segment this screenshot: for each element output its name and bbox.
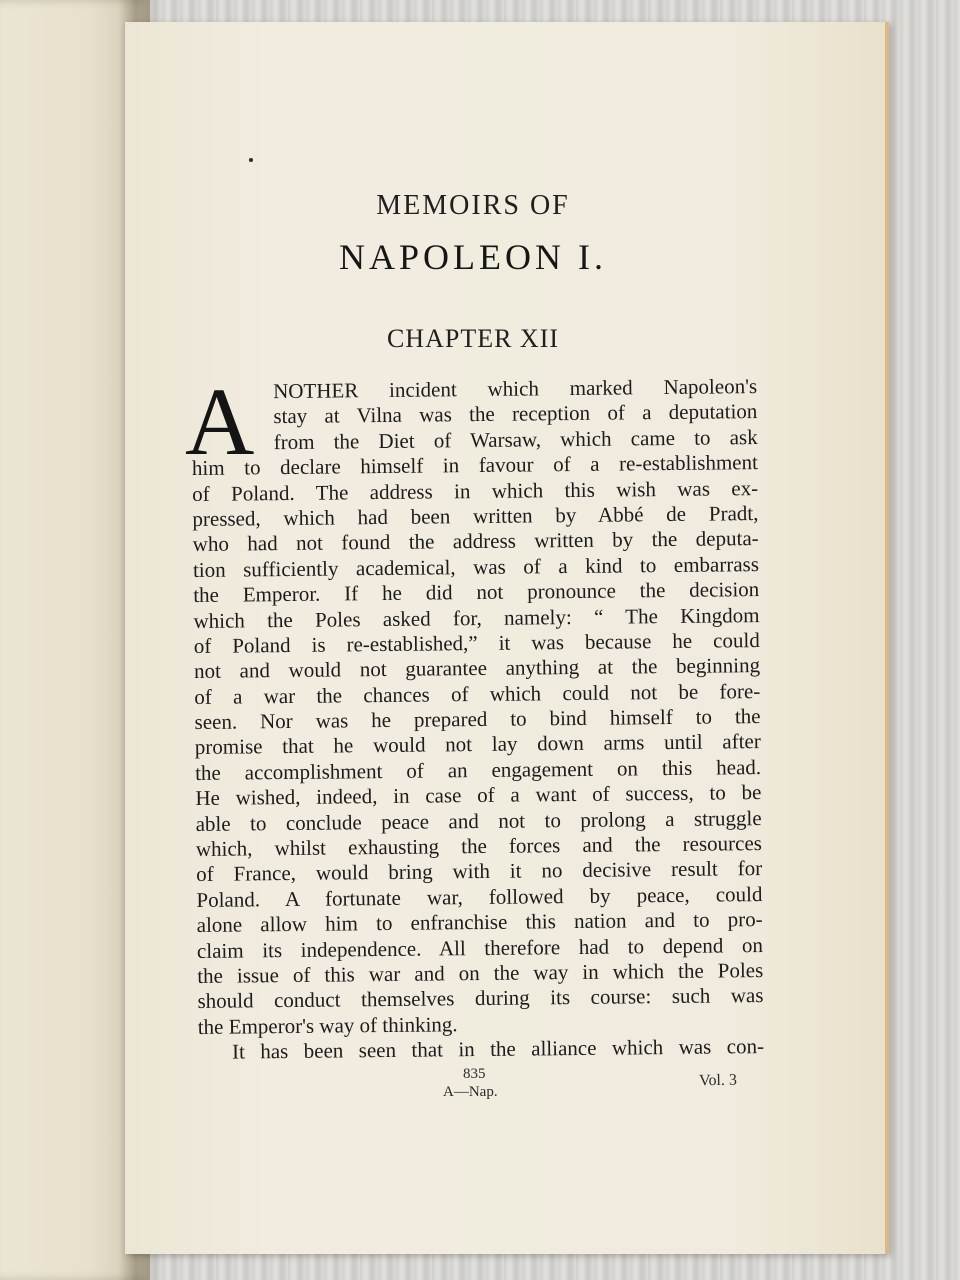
- text-line: tion sufficiently academical, was of a kind to embarrass: [192, 551, 760, 582]
- page-number: 835: [463, 1066, 486, 1082]
- text-line: should conduct themselves during its course: such was: [197, 983, 764, 1014]
- text-line: of Poland is re-established,” it was because he could: [193, 627, 760, 658]
- text-line: seen. Nor was he prepared to bind himself to the: [194, 704, 761, 735]
- text-line: pressed, which had been written by Abbé de Pradt,: [192, 501, 759, 531]
- text-line: of France, would bring with it no decisive result for: [196, 856, 763, 887]
- text-line: Poland. A fortunate war, followed by peace, could: [196, 881, 763, 912]
- text-line: who had not found the address written by the deputa-: [192, 526, 759, 557]
- text-line: the accomplishment of an engagement on this head.: [194, 754, 762, 785]
- body-text: [191, 374, 764, 1065]
- text-line: alone allow him to enfranchise this nation and to pro-: [196, 907, 763, 938]
- text-line: not and would not guarantee anything at the beginning: [193, 653, 761, 684]
- text-line: which the Poles asked for, namely: “ The Kingdom: [193, 602, 760, 633]
- text-line: of Poland. The address in which this wish was ex-: [192, 475, 759, 506]
- text-line: from the Diet of Warsaw, which came to ask: [273, 424, 758, 454]
- book-title: NAPOLEON I.: [339, 237, 607, 277]
- text-line: which, whilst exhausting the forces and the resources: [195, 831, 763, 862]
- text-line: able to conclude peace and not to prolong a struggle: [195, 805, 762, 836]
- chapter-heading: CHAPTER XII: [386, 324, 560, 353]
- text-line: It has been seen that in the alliance which was con-: [231, 1034, 765, 1064]
- text-line: claim its independence. All therefore had to depend on: [196, 932, 764, 963]
- text-line: stay at Vilna was the reception of a deputation: [273, 399, 758, 429]
- text-line: of a war the chances of which could not be fore-: [194, 678, 761, 709]
- volume-label: Vol. 3: [698, 1071, 738, 1090]
- text-line: NOTHER incident which marked Napoleon's: [272, 374, 758, 404]
- text-line: him to declare himself in favour of a re-establishment: [191, 450, 759, 481]
- series-title: MEMOIRS OF: [376, 190, 570, 221]
- book-page: [125, 22, 889, 1254]
- text-line: He wished, indeed, in case of a want of success, to be: [195, 780, 762, 811]
- text-line: promise that he would not lay down arms until after: [194, 729, 761, 760]
- text-line: the Emperor. If he did not pronounce the decision: [193, 577, 760, 608]
- ink-dot: [249, 158, 253, 162]
- text-line: the issue of this war and on the way in which the Poles: [197, 958, 764, 988]
- drop-cap: A: [185, 368, 255, 475]
- printer-signature: A—Nap.: [443, 1084, 498, 1100]
- text-line: the Emperor's way of thinking.: [197, 1012, 458, 1039]
